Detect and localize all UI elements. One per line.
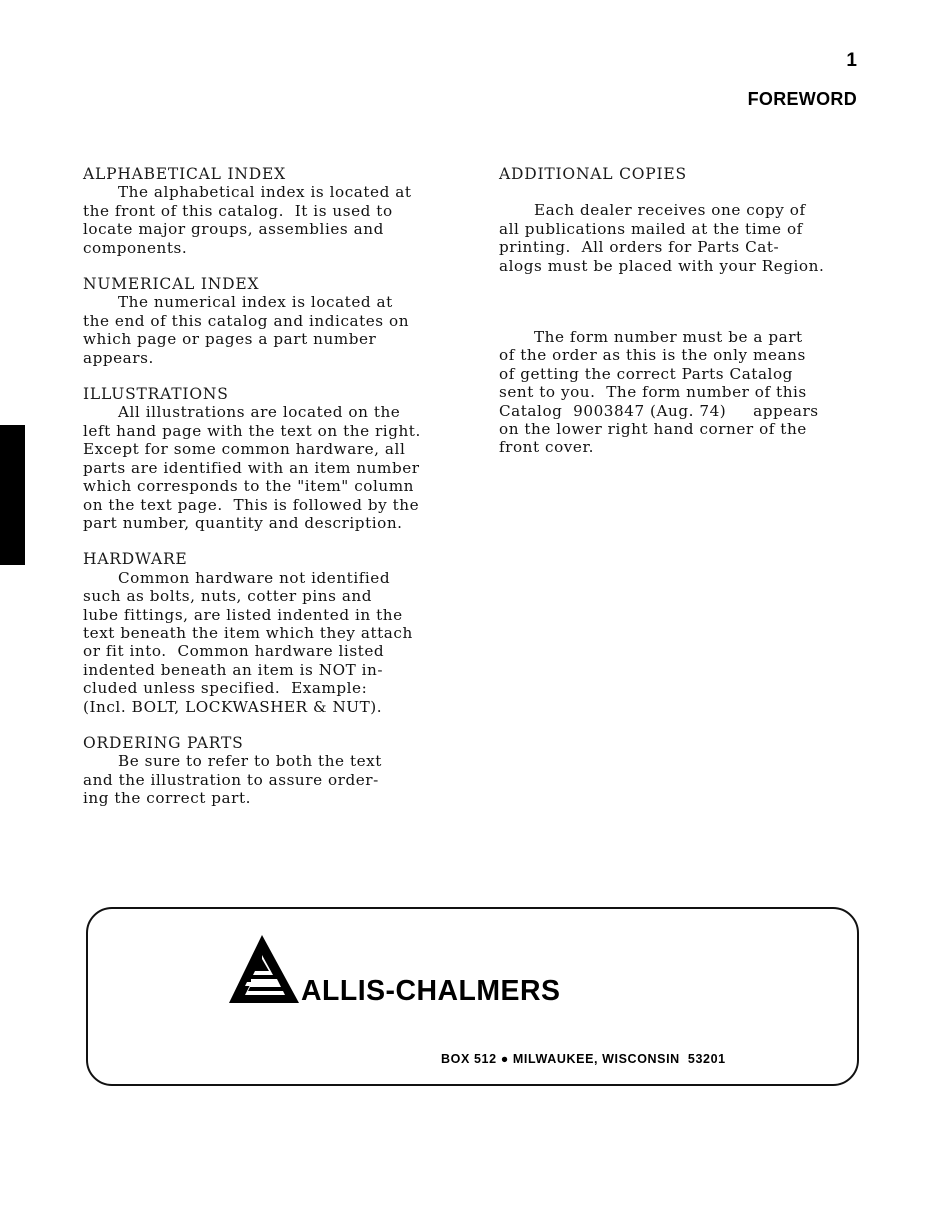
section-numerical-index <box>83 275 473 367</box>
text-line: which corresponds to the "item" column <box>83 477 414 496</box>
paragraph-dealer-copies <box>499 201 869 275</box>
text-line: and the illustration to assure order- <box>83 770 379 789</box>
text-line: All illustrations are located on the <box>118 403 401 422</box>
section-heading: ILLUSTRATIONS <box>83 385 229 404</box>
page-title: FOREWORD <box>747 89 857 109</box>
page-number: 1 <box>846 50 857 71</box>
text-line: the front of this catalog. It is used to <box>83 201 393 220</box>
text-line: The form number must be a part <box>534 328 803 347</box>
text-line: lube fittings, are listed indented in the <box>83 605 403 624</box>
text-line: of the order as this is the only means <box>499 346 806 365</box>
section-heading: HARDWARE <box>83 550 188 569</box>
section-additional-copies <box>499 165 869 457</box>
text-line: the end of this catalog and indicates on <box>83 311 410 330</box>
text-line: Each dealer receives one copy of <box>534 201 806 220</box>
text-line: all publications mailed at the time of <box>499 219 803 238</box>
allis-chalmers-logo-icon <box>229 935 299 1003</box>
section-heading: ORDERING PARTS <box>83 733 244 752</box>
text-line: on the lower right hand corner of the <box>499 420 807 439</box>
text-line: locate major groups, assemblies and <box>83 220 384 239</box>
brand-name: ALLIS-CHALMERS <box>301 975 561 1007</box>
text-line: or fit into. Common hardware listed <box>83 642 385 661</box>
text-line: on the text page. This is followed by the <box>83 495 420 514</box>
text-line: printing. All orders for Parts Cat- <box>499 238 780 257</box>
text-line: Catalog 9003847 (Aug. 74) appears <box>499 401 819 420</box>
text-line: part number, quantity and description. <box>83 513 403 532</box>
text-line: text beneath the item which they attach <box>83 623 413 642</box>
text-line: of getting the correct Parts Catalog <box>499 364 793 383</box>
text-line: Except for some common hardware, all <box>83 440 406 459</box>
text-line: The alphabetical index is located at <box>118 183 412 202</box>
text-line: front cover. <box>499 438 594 457</box>
right-column <box>499 165 869 457</box>
section-edge-tab <box>0 425 25 565</box>
paragraph-form-number <box>499 328 869 457</box>
text-line: ing the correct part. <box>83 789 252 808</box>
section-heading: NUMERICAL INDEX <box>83 275 260 294</box>
text-line: (Incl. BOLT, LOCKWASHER & NUT). <box>83 697 383 716</box>
text-line: components. <box>83 238 188 257</box>
text-line: Be sure to refer to both the text <box>118 752 382 771</box>
left-column <box>83 165 473 826</box>
section-hardware <box>83 550 473 716</box>
section-illustrations <box>83 385 473 532</box>
section-alphabetical-index <box>83 165 473 257</box>
footer-brand-box <box>86 907 859 1086</box>
text-line: such as bolts, nuts, cotter pins and <box>83 587 373 606</box>
text-line: sent to you. The form number of this <box>499 383 807 402</box>
section-heading: ALPHABETICAL INDEX <box>83 165 286 183</box>
text-line: appears. <box>83 348 154 367</box>
spacer <box>499 183 869 201</box>
text-line: Common hardware not identified <box>118 568 391 587</box>
text-line: The numerical index is located at <box>118 293 393 312</box>
text-line: indented beneath an item is NOT in- <box>83 660 384 679</box>
section-heading: ADDITIONAL COPIES <box>499 165 687 183</box>
text-line: parts are identified with an item number <box>83 458 420 477</box>
spacer <box>499 275 869 328</box>
text-line: alogs must be placed with your Region. <box>499 256 825 275</box>
text-line: which page or pages a part number <box>83 330 377 349</box>
text-line: left hand page with the text on the right. <box>83 421 421 440</box>
company-address: BOX 512 ● MILWAUKEE, WISCONSIN 53201 <box>441 1052 726 1066</box>
text-line: cluded unless specified. Example: <box>83 679 368 698</box>
section-ordering-parts <box>83 734 473 808</box>
